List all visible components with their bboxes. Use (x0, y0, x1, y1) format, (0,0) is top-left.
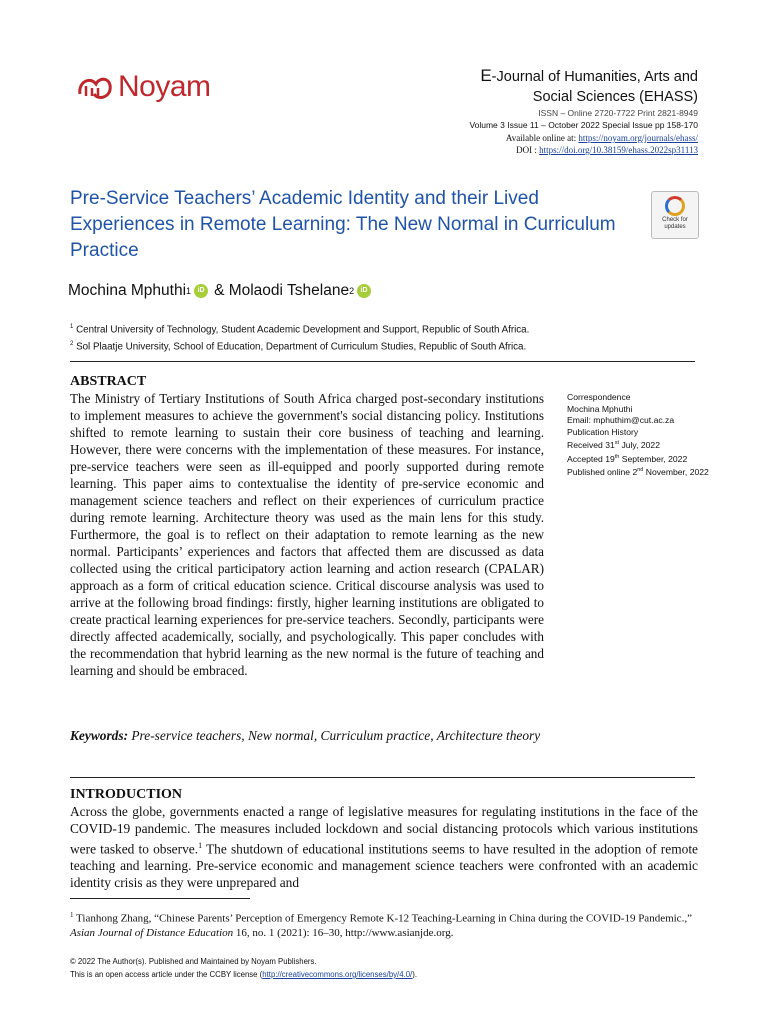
affiliation-2-sup: 2 (70, 341, 74, 348)
issn: ISSN – Online 2720-7722 Print 2821-8949 (538, 108, 698, 118)
noyam-logo-icon (76, 70, 116, 104)
divider (70, 361, 695, 362)
footnote-divider (70, 898, 250, 899)
accepted-date (567, 452, 717, 465)
article-title: Pre-Service Teachers’ Academic Identity and their Lived Experiences in Remote Learning: The New Normal in Curriculum Practice (70, 188, 616, 261)
available-label: Available online at: (505, 133, 579, 143)
correspondence-name: Mochina Mphuthi (567, 403, 633, 414)
received-post: July, 2022 (619, 440, 660, 451)
publication-sidebar (567, 392, 717, 479)
intro-text-after: The shutdown of educational institutions seems to have resulted in the adoption of remote teaching and learning. Pre-service economic and management science teachers were confronted with an academic identity crisis as they were unprepared and (70, 841, 698, 891)
affiliation-1-text: Central University of Technology, Student Academic Development and Support, Republic of South Africa. (73, 324, 530, 336)
published-pre: Published online 2 (567, 467, 638, 478)
published-post: November, 2022 (643, 467, 709, 478)
received-pre: Received 31 (567, 440, 615, 451)
doi-link[interactable]: https://doi.org/10.38159/ehass.2022sp31113 (539, 145, 698, 155)
copyright-line1: © 2022 The Author(s). Published and Maintained by Noyam Publishers. (70, 957, 317, 966)
journal-title-line1: -Journal of Humanities, Arts and (491, 69, 698, 85)
keywords (70, 727, 550, 744)
authors (68, 282, 377, 300)
journal-title (469, 66, 698, 107)
author-1: Mochina Mphuthi (68, 282, 187, 299)
footnote (70, 908, 698, 940)
author-2-sup: 2 (349, 286, 355, 296)
author-2: & Molaodi Tshelane (214, 282, 350, 299)
affiliation-2-text: Sol Plaatje University, School of Education, Department of Curriculum Studies, Republic of South Africa. (73, 341, 527, 353)
abstract-heading: ABSTRACT (70, 374, 147, 389)
noyam-logo (76, 70, 211, 104)
keywords-text: Pre-service teachers, New normal, Curriculum practice, Architecture theory (128, 728, 541, 743)
footnote-text-before: Tianhong Zhang, “Chinese Parents’ Perception of Emergency Remote K-12 Teaching-Learning in China during the COVID-19 Pandemic.,” (73, 912, 692, 925)
doi-label: DOI : (516, 145, 540, 155)
orcid-icon[interactable]: iD (357, 284, 371, 298)
history-label: Publication History (567, 426, 639, 437)
published-date (567, 465, 717, 478)
footnote-ref[interactable]: 1 (198, 841, 203, 850)
journal-header (469, 66, 698, 156)
intro-text-before: Across the globe, governments enacted a range of legislative measures for regulating institutions in the face of the COVID-19 pandemic. The measures included lockdown and social distancing protocols which various institutions were tasked to observe. (70, 804, 698, 857)
journal-url-link[interactable]: https://noyam.org/journals/ehass/ (578, 133, 698, 143)
available-online (469, 132, 698, 144)
license-text-before: This is an open access article under the CCBY license ( (70, 970, 263, 979)
license-text-after: ). (412, 970, 417, 979)
introduction-text (70, 803, 698, 891)
orcid-icon[interactable]: iD (194, 284, 208, 298)
author-1-sup: 1 (186, 286, 192, 296)
affiliation-1-sup: 1 (70, 324, 74, 330)
keywords-label: Keywords: (70, 728, 129, 743)
volume-info: Volume 3 Issue 11 – October 2022 Special Issue pp 158-170 (469, 120, 698, 130)
accepted-post: September, 2022 (619, 453, 688, 464)
affiliations (70, 320, 529, 355)
journal-title-initial: E (480, 66, 492, 85)
update-ring-icon (665, 196, 685, 216)
check-line2: updates (664, 224, 686, 230)
license-link[interactable]: http://creativecommons.org/licenses/by/4.0/ (262, 970, 413, 979)
footnote-journal: Asian Journal of Distance Education (70, 926, 234, 939)
correspondence-email[interactable]: Email: mphuthim@cut.ac.za (567, 415, 675, 426)
check-for-updates-button[interactable] (651, 191, 699, 239)
introduction-heading: INTRODUCTION (70, 787, 183, 802)
published-sup: nd (637, 467, 644, 474)
check-line1: Check for (662, 217, 688, 223)
logo-text: Noyam (118, 70, 211, 103)
affiliation-1 (70, 320, 529, 337)
abstract-text: The Ministry of Tertiary Institutions of South Africa charged post-secondary institutions to implement measures to achieve the government's social distancing policy. Institutions shifted to remote learning to sustain their core business of teaching and learning. However, there were concerns with the implementation of these measures. For instance, pre-service teachers were seen as ill-equipped and poorly supported during remote learning. This paper aims to contextualise the identity of pre-service economic and management science teachers and reflect on their experiences of curriculum practice during remote learning. Architecture theory was used as the main lens for this study. Furthermore, the goal is to reflect on their adaptation to remote learning as the new normal. Participants’ experiences and factors that affected them are discussed as data collected using the critical participatory action learning and action research (CPALAR) approach as a form of critical education science. Critical discourse analysis was used to arrive at the following broad findings: firstly, higher learning institutions are obligated to create practical learning experiences for pre-service teachers. Secondly, participants were directly affected academically, socially, and psychologically. This paper concludes with the recommendation that hybrid learning as the new normal is the future of teaching and learning and should be embraced. (70, 391, 544, 678)
received-sup: st (614, 440, 620, 447)
accepted-sup: th (614, 453, 620, 460)
footnote-text-after: 16, no. 1 (2021): 16–30, http://www.asianjde.org. (233, 926, 454, 939)
doi (469, 144, 698, 156)
affiliation-2 (70, 337, 529, 354)
divider (70, 777, 695, 778)
received-date (567, 438, 717, 451)
accepted-pre: Accepted 19 (567, 453, 615, 464)
footnote-number: 1 (70, 911, 74, 919)
journal-title-line2: Social Sciences (EHASS) (532, 89, 698, 105)
correspondence-label: Correspondence (567, 392, 631, 402)
copyright-line2 (70, 968, 698, 981)
copyright (70, 955, 698, 981)
